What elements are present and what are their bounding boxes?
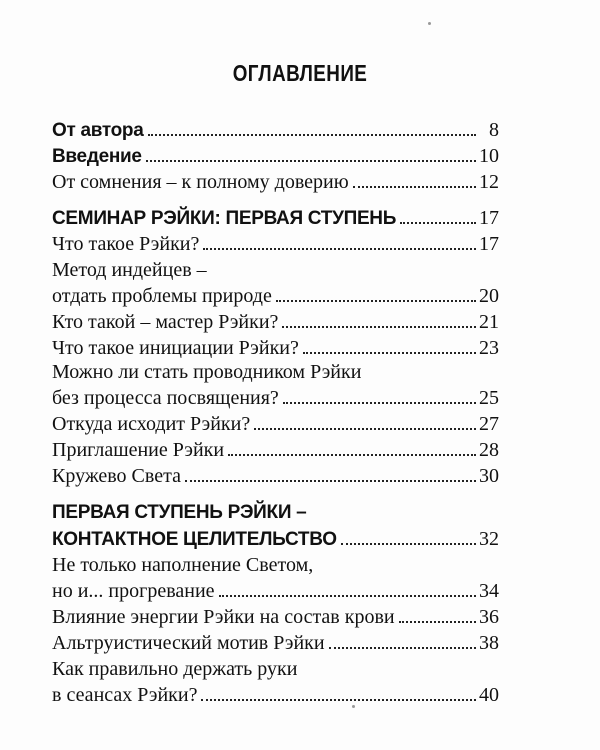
toc-entry xyxy=(52,438,499,462)
toc-entry xyxy=(52,284,499,308)
dot-leader xyxy=(282,326,476,328)
toc-entry xyxy=(52,310,499,334)
toc-entry-title: СЕМИНАР РЭЙКИ: ПЕРВАЯ СТУПЕНЬ xyxy=(52,208,397,229)
toc-entry xyxy=(52,683,499,707)
toc-entry xyxy=(52,553,499,577)
toc-entry xyxy=(52,464,499,488)
toc-entry-title: Что такое Рэйки? xyxy=(52,233,200,255)
toc-entry-title: Кружево Света xyxy=(52,465,181,487)
toc-page-number: 30 xyxy=(479,465,499,487)
toc-page-number: 25 xyxy=(479,387,499,409)
toc-entry xyxy=(52,501,499,525)
dot-leader xyxy=(254,428,476,430)
toc-entry xyxy=(52,144,499,169)
toc-page-number: 17 xyxy=(479,233,499,255)
toc-page-number: 40 xyxy=(479,684,499,706)
toc-entry-title: Альтруистический мотив Рэйки xyxy=(52,632,325,654)
toc-page-number: 27 xyxy=(479,413,499,435)
dot-leader xyxy=(228,454,476,456)
toc-page-number: 21 xyxy=(479,311,499,333)
toc-entry-title: Кто такой – мастер Рэйки? xyxy=(52,311,279,333)
toc-entry xyxy=(52,605,499,629)
toc-page-number: 36 xyxy=(479,606,499,628)
dot-leader xyxy=(400,222,476,224)
toc-entry xyxy=(52,232,499,256)
toc-entry xyxy=(52,170,499,194)
dot-leader xyxy=(276,300,476,302)
dot-leader xyxy=(146,160,476,162)
toc-entry-title: От сомнения – к полному доверию xyxy=(52,171,349,193)
dot-leader xyxy=(283,402,476,404)
toc-entry-title: в сеансах Рэйки? xyxy=(52,684,198,706)
toc-entry xyxy=(52,336,499,360)
dot-leader xyxy=(148,134,477,136)
toc-entry xyxy=(52,631,499,655)
dot-leader xyxy=(185,480,476,482)
toc-entry-title: Можно ли стать проводником Рэйки xyxy=(52,361,362,383)
toc-page-number: 12 xyxy=(479,171,499,193)
toc-page-number: 17 xyxy=(479,207,499,229)
toc-entry-title: Введение xyxy=(52,146,142,167)
toc-entry-title: От автора xyxy=(52,120,144,141)
toc-page-number: 28 xyxy=(479,439,499,461)
dot-leader xyxy=(399,621,476,623)
toc-entry-title: отдать проблемы природе xyxy=(52,285,272,307)
toc-entry-title: Влияние энергии Рэйки на состав крови xyxy=(52,606,395,628)
dot-leader xyxy=(303,352,476,354)
dot-leader xyxy=(341,543,476,545)
toc-page-number: 20 xyxy=(479,285,499,307)
toc-entry xyxy=(52,360,499,384)
dot-leader xyxy=(329,647,476,649)
toc-entry xyxy=(52,258,499,282)
toc-entry xyxy=(52,527,499,552)
toc-page-number: 23 xyxy=(479,337,499,359)
toc-entry xyxy=(52,206,499,231)
toc-entry-title: Не только наполнение Светом, xyxy=(52,554,314,576)
dot-leader xyxy=(353,186,476,188)
toc-entry xyxy=(52,579,499,603)
toc-entry-title: Приглашение Рэйки xyxy=(52,439,225,461)
toc-entry xyxy=(52,657,499,681)
toc-entry-title: ПЕРВАЯ СТУПЕНЬ РЭЙКИ – xyxy=(52,502,307,523)
toc-entry-title: Метод индейцев – xyxy=(52,259,207,281)
toc-entry xyxy=(52,118,499,143)
toc-entry-title: КОНТАКТНОЕ ЦЕЛИТЕЛЬСТВО xyxy=(52,529,337,550)
toc-page-number: 34 xyxy=(479,580,499,602)
paper-speck xyxy=(352,705,355,708)
toc-entry xyxy=(52,412,499,436)
dot-leader xyxy=(219,595,476,597)
dot-leader xyxy=(201,699,476,701)
toc-entry xyxy=(52,386,499,410)
toc-page-number: 8 xyxy=(489,119,499,141)
toc-entry-title: Как правильно держать руки xyxy=(52,658,298,680)
toc-entry-title: без процесса посвящения? xyxy=(52,387,279,409)
toc-entry-title: Что такое инициации Рэйки? xyxy=(52,337,299,359)
toc-title: ОГЛАВЛЕНИЕ xyxy=(232,60,368,86)
paper-speck xyxy=(428,22,431,25)
toc-entry-title: Откуда исходит Рэйки? xyxy=(52,413,251,435)
toc-page-number: 10 xyxy=(479,145,499,167)
toc-entry-title: но и... прогревание xyxy=(52,580,215,602)
dot-leader xyxy=(203,248,476,250)
toc-page-number: 38 xyxy=(479,632,499,654)
toc-page-number: 32 xyxy=(479,528,499,550)
